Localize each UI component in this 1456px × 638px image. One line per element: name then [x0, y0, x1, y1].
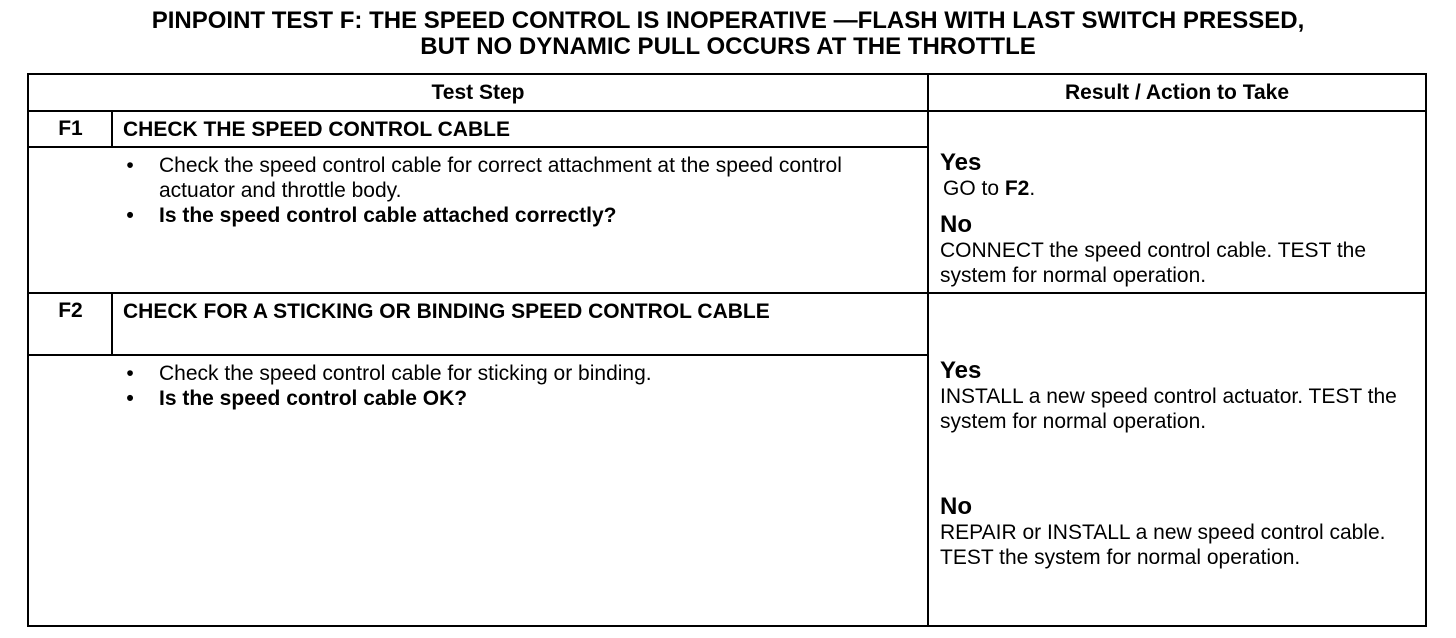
header-result-action: Result / Action to Take: [1064, 81, 1290, 104]
list-item: • Check the speed control cable for correct attachment at the speed control actuator and throttle body.: [126, 154, 842, 202]
step-f2-instructions: [123, 361, 903, 411]
step-f1-instructions: [123, 153, 903, 228]
column-divider: [927, 75, 929, 625]
list-item: • Is the speed control cable OK?: [126, 387, 468, 410]
no-label: No: [940, 211, 972, 238]
step-f2-yes-result: [940, 357, 1410, 434]
page-title: [0, 8, 1456, 60]
no-label: No: [940, 493, 972, 520]
list-item: • Check the speed control cable for sticking or binding.: [126, 362, 652, 385]
pinpoint-test-table: [27, 73, 1427, 627]
step-title-f1: CHECK THE SPEED CONTROL CABLE: [123, 118, 510, 141]
step-id-f2: F2: [58, 299, 83, 322]
list-item: • Is the speed control cable attached correctly?: [126, 204, 617, 227]
title-line-2: BUT NO DYNAMIC PULL OCCURS AT THE THROTTLE: [420, 33, 1036, 60]
step-f1-result: [940, 149, 1420, 288]
yes-label: Yes: [940, 357, 982, 384]
f2-title-divider: [29, 354, 927, 356]
no-action: CONNECT the speed control cable. TEST the system for normal operation.: [940, 239, 1367, 287]
yes-action: INSTALL a new speed control actuator. TEST the system for normal operation.: [940, 385, 1397, 433]
title-line-1: PINPOINT TEST F: THE SPEED CONTROL IS INOPERATIVE —FLASH WITH LAST SWITCH PRESSED,: [151, 7, 1305, 34]
yes-action: GO to F2.: [943, 177, 1036, 200]
goto-f2-link: F2: [1004, 177, 1030, 200]
yes-label: Yes: [940, 149, 982, 176]
step-id-f1: F1: [58, 117, 83, 140]
step-f2-no-result: [940, 493, 1420, 570]
f1-title-divider: [29, 146, 927, 148]
step-title-f2: CHECK FOR A STICKING OR BINDING SPEED CONTROL CABLE: [123, 300, 770, 323]
header-test-step: Test Step: [431, 81, 525, 104]
no-action: REPAIR or INSTALL a new speed control cable. TEST the system for normal operation.: [940, 521, 1386, 569]
step-divider: [29, 292, 1425, 294]
